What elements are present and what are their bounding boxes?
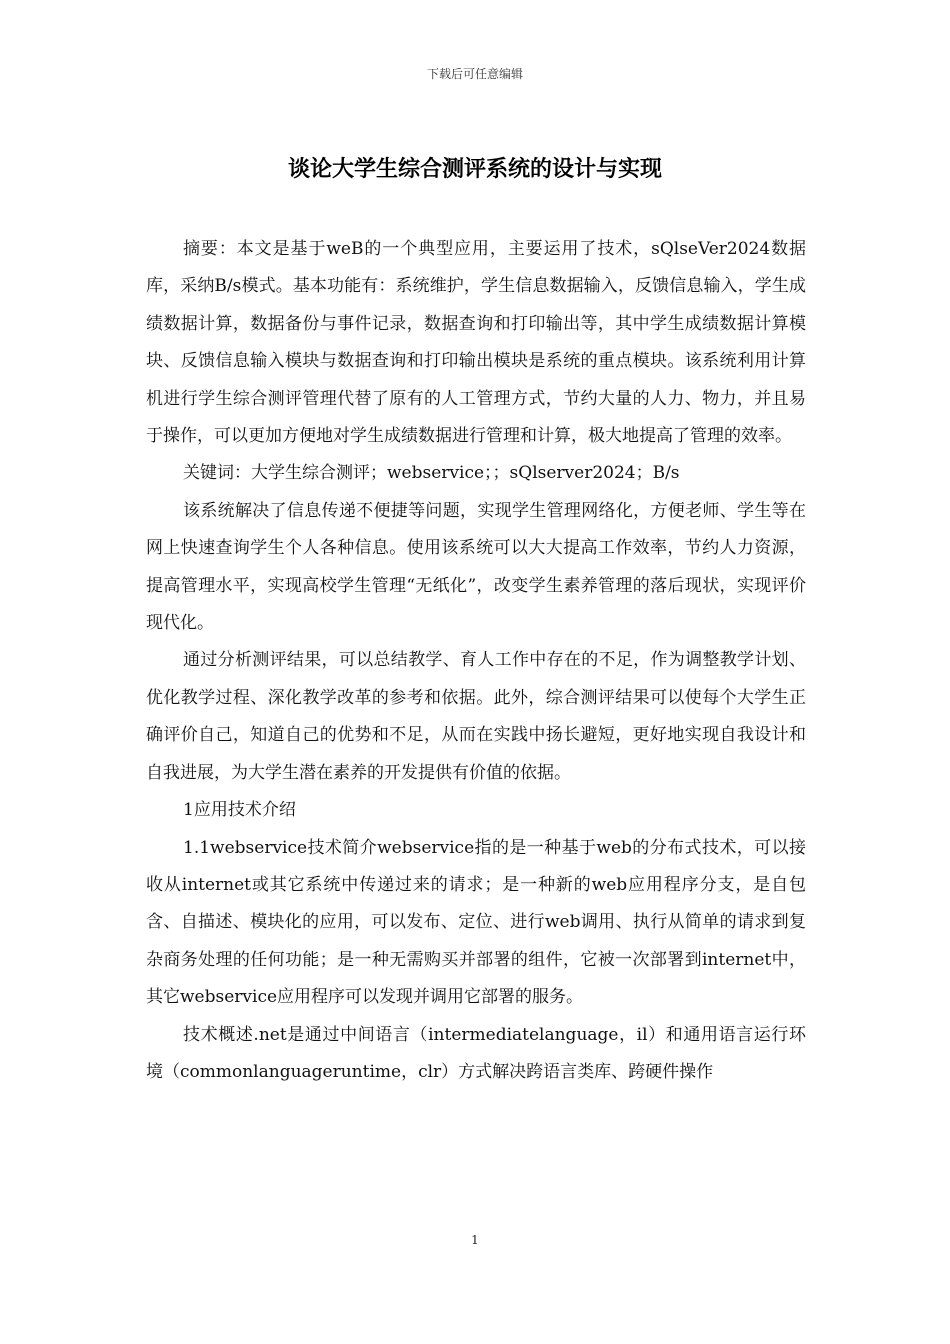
document-title: 谈论大学生综合测评系统的设计与实现 [287, 157, 662, 182]
abstract-paragraph: 摘要：本文是基于weB的一个典型应用，主要运用了技术，sQlseVer2024数据库，采纳B/s模式。基本功能有：系统维护，学生信息数据输入，反馈信息输入，学生成绩数据计算，数据备份与事件记录，数据查询和打印输出等，其中学生成绩数据计算模块、反馈信息输入模块与数据查询和打印输出模块是系统的重点模块。该系统利用计算机进行学生综合测评管理代替了原有的人工管理方式，节约大量的人力、物力，并且易于操作，可以更加方便地对学生成绩数据进行管理和计算，极大地提高了管理的效率。 [146, 239, 806, 447]
document-body [146, 231, 806, 1091]
keywords-paragraph: 关键词：大学生综合测评；webservice；；sQlserver2024；B/s [183, 463, 680, 484]
body-paragraph: 通过分析测评结果，可以总结教学、育人工作中存在的不足，作为调整教学计划、优化教学过程、深化教学改革的参考和依据。此外，综合测评结果可以使每个大学生正确评价自己，知道自己的优势和不足，从而在实践中扬长避短，更好地实现自我设计和自我进展，为大学生潜在素养的开发提供有价值的依据。 [146, 650, 806, 783]
page-number: 1 [471, 1233, 479, 1247]
body-paragraph: 技术概述.net是通过中间语言（intermediatelanguage，il）和通用语言运行环境（commonlanguageruntime，clr）方式解决跨语言类库、跨硬件操作 [146, 1024, 806, 1082]
header-note: 下载后可任意编辑 [426, 67, 523, 81]
body-paragraph: 该系统解决了信息传递不便捷等问题，实现学生管理网络化，方便老师、学生等在网上快速查询学生个人各种信息。使用该系统可以大大提高工作效率，节约人力资源，提高管理水平，实现高校学生管理“无纸化”，改变学生素养管理的落后现状，实现评价现代化。 [146, 500, 806, 634]
body-paragraph: 1.1webservice技术简介webservice指的是一种基于web的分布式技术，可以接收从internet或其它系统中传递过来的请求；是一种新的web应用程序分支，是自包含、自描述、模块化的应用，可以发布、定位、进行web调用、执行从简单的请求到复杂商务处理的任何功能；是一种无需购买并部署的组件，它被一次部署到internet中，其它webservice应用程序可以发现并调用它部署的服务。 [146, 837, 806, 1008]
section-heading: 1应用技术介绍 [183, 800, 296, 821]
